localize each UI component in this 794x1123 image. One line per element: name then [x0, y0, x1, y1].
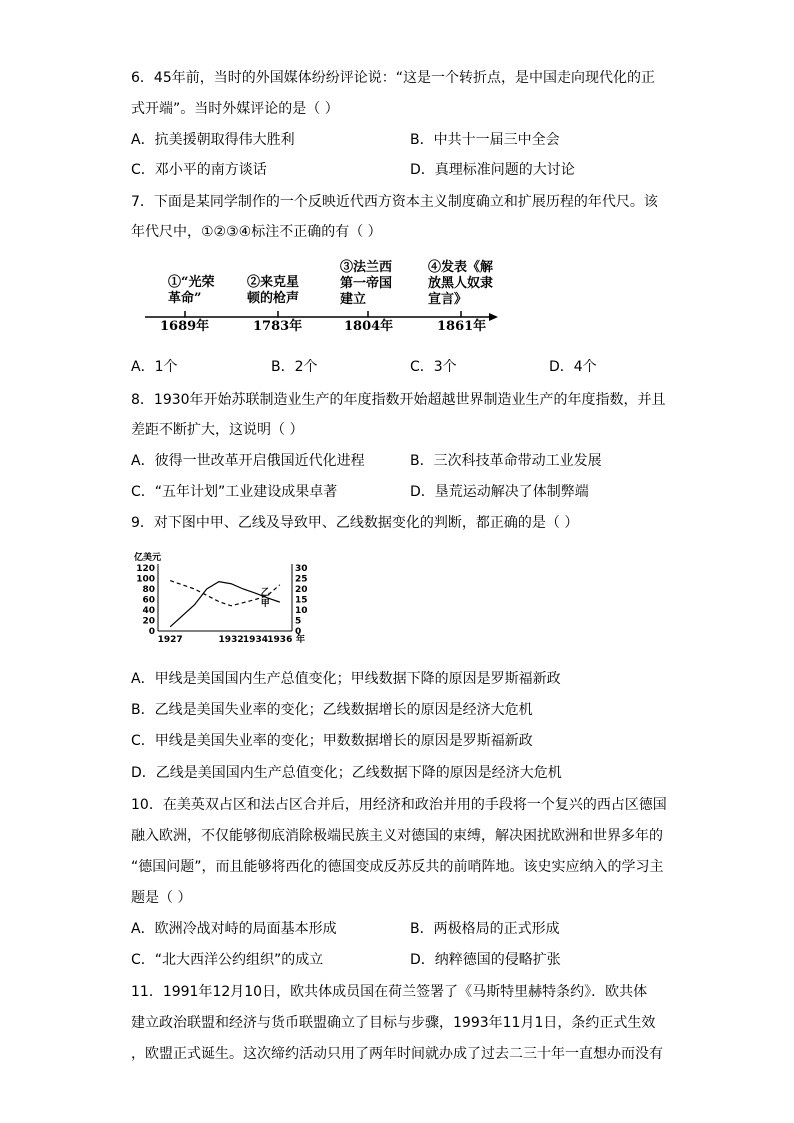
y-left-tick-label: 40: [142, 606, 155, 616]
q7-stem-line1: 7．下面是某同学制作的一个反映近代西方资本主义制度确立和扩展历程的年代尺。该: [131, 194, 658, 210]
q6-option-b: B．中共十一届三中全会: [410, 132, 560, 148]
q10-stem-line1: 10．在美英双占区和法占区合并后，用经济和政治并用的手段将一个复兴的西占区德国: [131, 797, 667, 813]
q10-stem-line4: 题是（ ）: [131, 890, 192, 906]
timeline-label-2-line1: ②来克星: [247, 275, 300, 290]
timeline-year-4: 1861年: [437, 319, 487, 334]
timeline-year-2: 1783年: [253, 319, 303, 334]
series-line-yi: [170, 581, 280, 606]
x-tick-label: 1936: [267, 635, 293, 645]
timeline-label-3-line3: 建立: [340, 292, 367, 307]
y-left-tick-label: 120: [136, 564, 155, 574]
y-right-tick-label: 15: [295, 595, 308, 606]
q6-option-c: C．邓小平的南方谈话: [131, 162, 267, 178]
timeline-label-4-line2: 放黑人奴隶: [428, 276, 494, 291]
q6-stem-line2: 式开端”。当时外媒评论的是（ ）: [131, 101, 339, 117]
q6-stem-line1: 6．45年前，当时的外国媒体纷纷评论说：“这是一个转折点，是中国走向现代化的正: [131, 70, 655, 86]
q9-option-b: B．乙线是美国失业率的变化；乙线数据增长的原因是经济大危机: [131, 702, 533, 718]
q9-option-c: C．甲线是美国失业率的变化；甲数数据增长的原因是罗斯福新政: [131, 733, 533, 749]
y-right-tick-label: 30: [295, 564, 308, 574]
q8-option-a: A．彼得一世改革开启俄国近代化进程: [131, 453, 365, 469]
q7-stem-line2: 年代尺中，①②③④标注不正确的有（ ）: [131, 224, 382, 240]
q10-stem-line2: 融入欧洲，不仅能够彻底消除极端民族主义对德国的束缚，解决困扰欧洲和世界多年的: [131, 828, 663, 844]
y-left-tick-label: 0: [148, 627, 155, 637]
q7-option-a: A．1个: [131, 359, 178, 375]
timeline-year-3: 1804年: [344, 319, 394, 334]
series-label: 甲: [260, 599, 270, 610]
series-line-jia: [170, 582, 280, 627]
q10-option-a: A．欧洲冷战对峙的局面基本形成: [131, 921, 337, 937]
y-right-tick-label: 25: [295, 574, 308, 585]
timeline-label-3-line2: 第一帝国: [340, 276, 393, 291]
q10-stem-line3: “德国问题”，而且能够将西化的德国变成反苏反共的前哨阵地。该史实应纳入的学习主: [131, 859, 664, 875]
q11-stem-line1: 11．1991年12月10日，欧共体成员国在荷兰签署了《马斯特里赫特条约》．欧共体: [131, 984, 648, 1000]
y-right-tick-label: 0: [295, 627, 302, 637]
y-left-tick-label: 80: [142, 585, 155, 595]
q8-option-d: D．垦荒运动解决了体制弊端: [410, 484, 589, 500]
timeline-label-1-line2: 革命”: [168, 291, 202, 306]
q10-option-b: B．两极格局的正式形成: [410, 921, 560, 937]
q9-stem: 9．对下图中甲、乙线及导致甲、乙线数据变化的判断，都正确的是（ ）: [131, 515, 579, 531]
q8-option-c: C．“五年计划”工业建设成果卓著: [131, 484, 338, 500]
q7-option-d: D．4个: [549, 359, 597, 375]
x-axis-label: 年: [296, 635, 306, 645]
q8-stem-line2: 差距不断扩大，这说明（ ）: [131, 422, 304, 438]
x-tick-label: 1932: [218, 635, 244, 645]
y-left-tick-label: 20: [142, 616, 155, 627]
q10-option-d: D．纳粹德国的侵略扩张: [410, 952, 561, 968]
timeline-label-3-line1: ③法兰西: [340, 260, 393, 275]
y-left-tick-label: 100: [136, 574, 155, 585]
timeline-label-2-line2: 顿的枪声: [247, 291, 300, 306]
x-tick-label: 1934: [242, 635, 268, 645]
y-right-tick-label: 20: [295, 585, 308, 595]
y-axis-label: 亿美元: [134, 553, 162, 563]
series-label: 乙: [260, 587, 270, 598]
x-tick-label: 1927: [157, 635, 183, 645]
q8-option-b: B．三次科技革命带动工业发展: [410, 453, 602, 469]
q6-option-d: D．真理标准问题的大讨论: [410, 162, 575, 178]
q11-stem-line3: ，欧盟正式诞生。这次缔约活动只用了两年时间就办成了过去二三十年一直想办而没有: [131, 1046, 663, 1062]
timeline-label-4-line1: ④发表《解: [428, 260, 494, 275]
q7-option-c: C．3个: [410, 359, 457, 375]
q10-option-c: C．“北大西洋公约组织”的成立: [131, 952, 324, 968]
timeline-label-4-line3: 宣言》: [428, 292, 468, 307]
y-right-tick-label: 10: [295, 606, 308, 616]
y-right-tick-label: 5: [295, 616, 302, 627]
q9-option-d: D．乙线是美国国内生产总值变化；乙线数据下降的原因是经济大危机: [131, 765, 562, 781]
timeline-label-1-line1: ①“光荣: [168, 275, 215, 290]
q6-option-a: A．抗美援朝取得伟大胜利: [131, 132, 295, 148]
q9-option-a: A．甲线是美国国内生产总值变化；甲线数据下降的原因是罗斯福新政: [131, 671, 561, 687]
y-left-tick-label: 60: [142, 595, 155, 606]
q8-stem-line1: 8．1930年开始苏联制造业生产的年度指数开始超越世界制造业生产的年度指数，并且: [131, 392, 666, 408]
timeline-year-1: 1689年: [160, 319, 210, 334]
q11-stem-line2: 建立政治联盟和经济与货币联盟确立了目标与步骤，1993年11月1日，条约正式生效: [131, 1015, 656, 1031]
q7-option-b: B．2个: [271, 359, 318, 375]
